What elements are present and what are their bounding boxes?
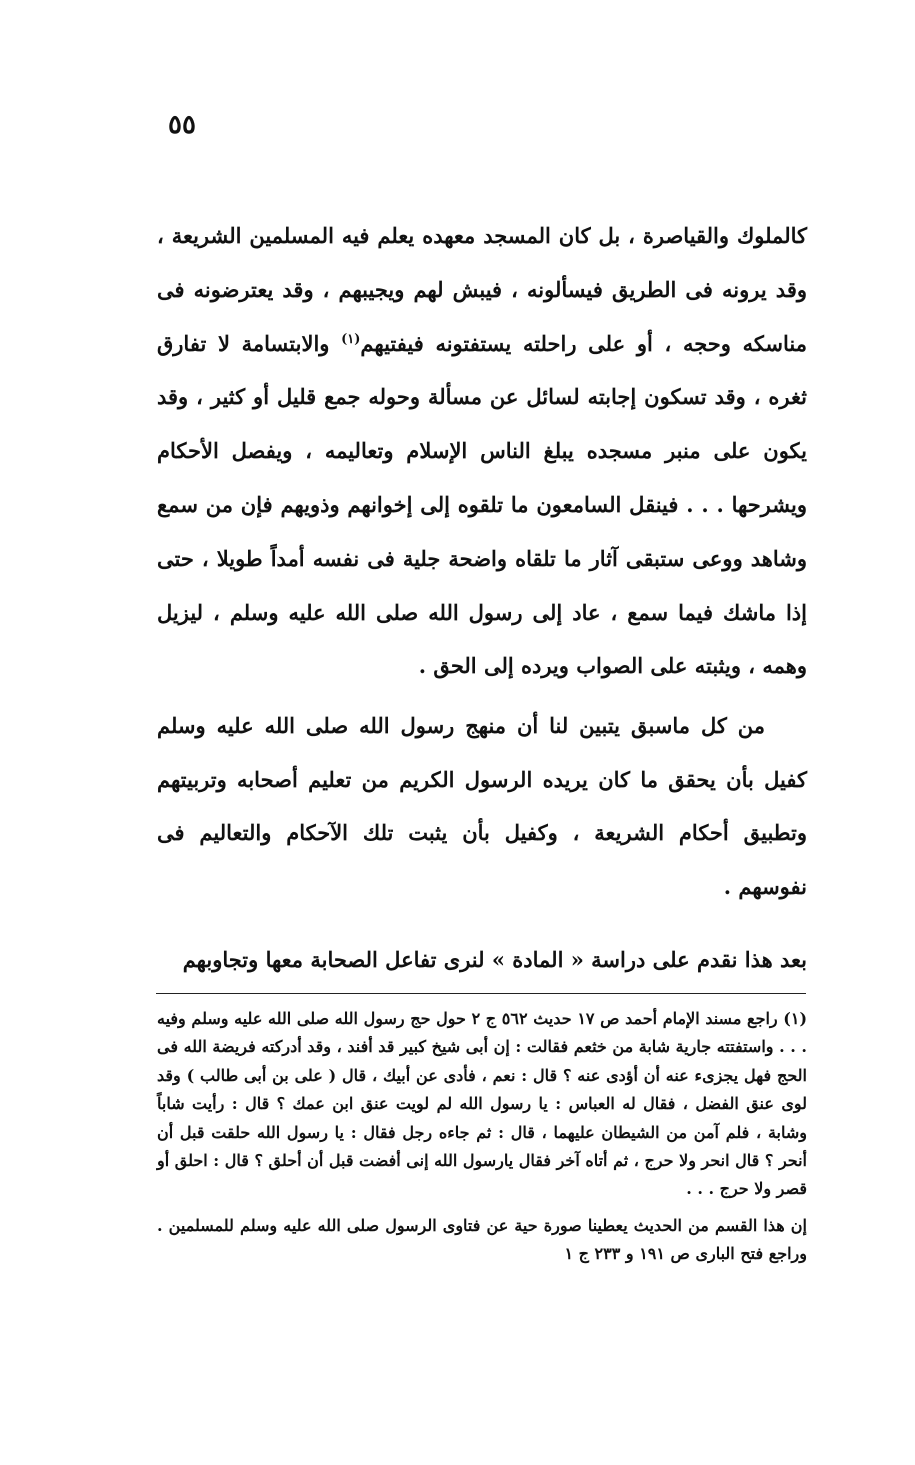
footnote-marker: (١) bbox=[341, 331, 361, 347]
footnote-divider bbox=[156, 993, 806, 994]
footnote-1: (١) راجع مسند الإمام أحمد ص ١٧ حديث ٥٦٢ ج ٢ حول حج رسول الله صلى الله عليه وسلم وفيه . . . واستفتته جارية شابة من خثعم فقالت : إن أبى شيخ كبير قد أفند ، وقد أدركته فريضة الله فى الحج فهل يجزىء عنه أن أؤدى عنه ؟ قال : نعم ، فأدى عن أبيك ، قال ( على بن أبى طالب ) وقد لوى عنق الفضل ، فقال له العباس : يا رسول الله لم لويت عنق ابن عمك ؟ قال : رأيت شاباً وشابة ، فلم آمن من الشيطان عليهما ، قال : ثم جاءه رجل فقال : يا رسول الله حلقت قبل أن أنحر ؟ قال انحر ولا حرج ، ثم أتاه آخر فقال يارسول الله إنى أفضت قبل أن أحلق ؟ قال : احلق أو قصر ولا حرج . . . bbox=[157, 1009, 808, 1199]
footnotes-section bbox=[157, 1005, 807, 1269]
paragraph-1-text-start: كالملوك والقياصرة ، بل كان المسجد معهده يعلم فيه المسلمين الشريعة ، وقد يرونه فى الطريق فيسألونه ، فيبش لهم ويجيبهم ، وقد يعترضونه فى مناسكه وحجه ، أو على راحلته يستفتونه فيفتيهم bbox=[157, 223, 808, 356]
body-paragraph-1 bbox=[157, 209, 807, 693]
paragraph-1-text-end: والابتسامة لا تفارق ثغره ، وقد تسكون إجابته لسائل عن مسألة وحوله جمع قليل أو كثير ، وقد يكون على منبر مسجده يبلغ الناس الإسلام وتعاليمه ، ويفصل الأحكام ويشرحها . . . فينقل السامعون ما تلقوه إلى إخوانهم وذويهم فإن من سمع وشاهد ووعى ستبقى آثار ما تلقاه واضحة جلية فى نفسه أمداً طويلا ، حتى إذا ماشك فيما سمع ، عاد إلى رسول الله صلى الله عليه وسلم ، ليزيل وهمه ، ويثبته على الصواب ويرده إلى الحق . bbox=[157, 330, 807, 679]
page-number: ٥٥ bbox=[168, 110, 196, 140]
paragraph-2-text: من كل ماسبق يتبين لنا أن منهج رسول الله صلى الله عليه وسلم كفيل بأن يحقق ما كان يريده الرسول الكريم من تعليم أصحابه وتربيتهم وتطبيق أحكام الشريعة ، وكفيل بأن يثبت تلك الآحكام والتعاليم فى نفوسهم . bbox=[157, 713, 807, 899]
body-paragraph-3 bbox=[157, 933, 807, 987]
footnote-comment: إن هذا القسم من الحديث يعطينا صورة حية عن فتاوى الرسول صلى الله عليه وسلم للمسلمين . وراجع فتح البارى ص ١٩١ و ٢٣٣ ج ١ bbox=[157, 1215, 807, 1264]
paragraph-3-text: بعد هذا نقدم على دراسة « المادة » لنرى تفاعل الصحابة معها وتجاوبهم bbox=[182, 947, 807, 972]
body-paragraph-2 bbox=[157, 699, 807, 913]
